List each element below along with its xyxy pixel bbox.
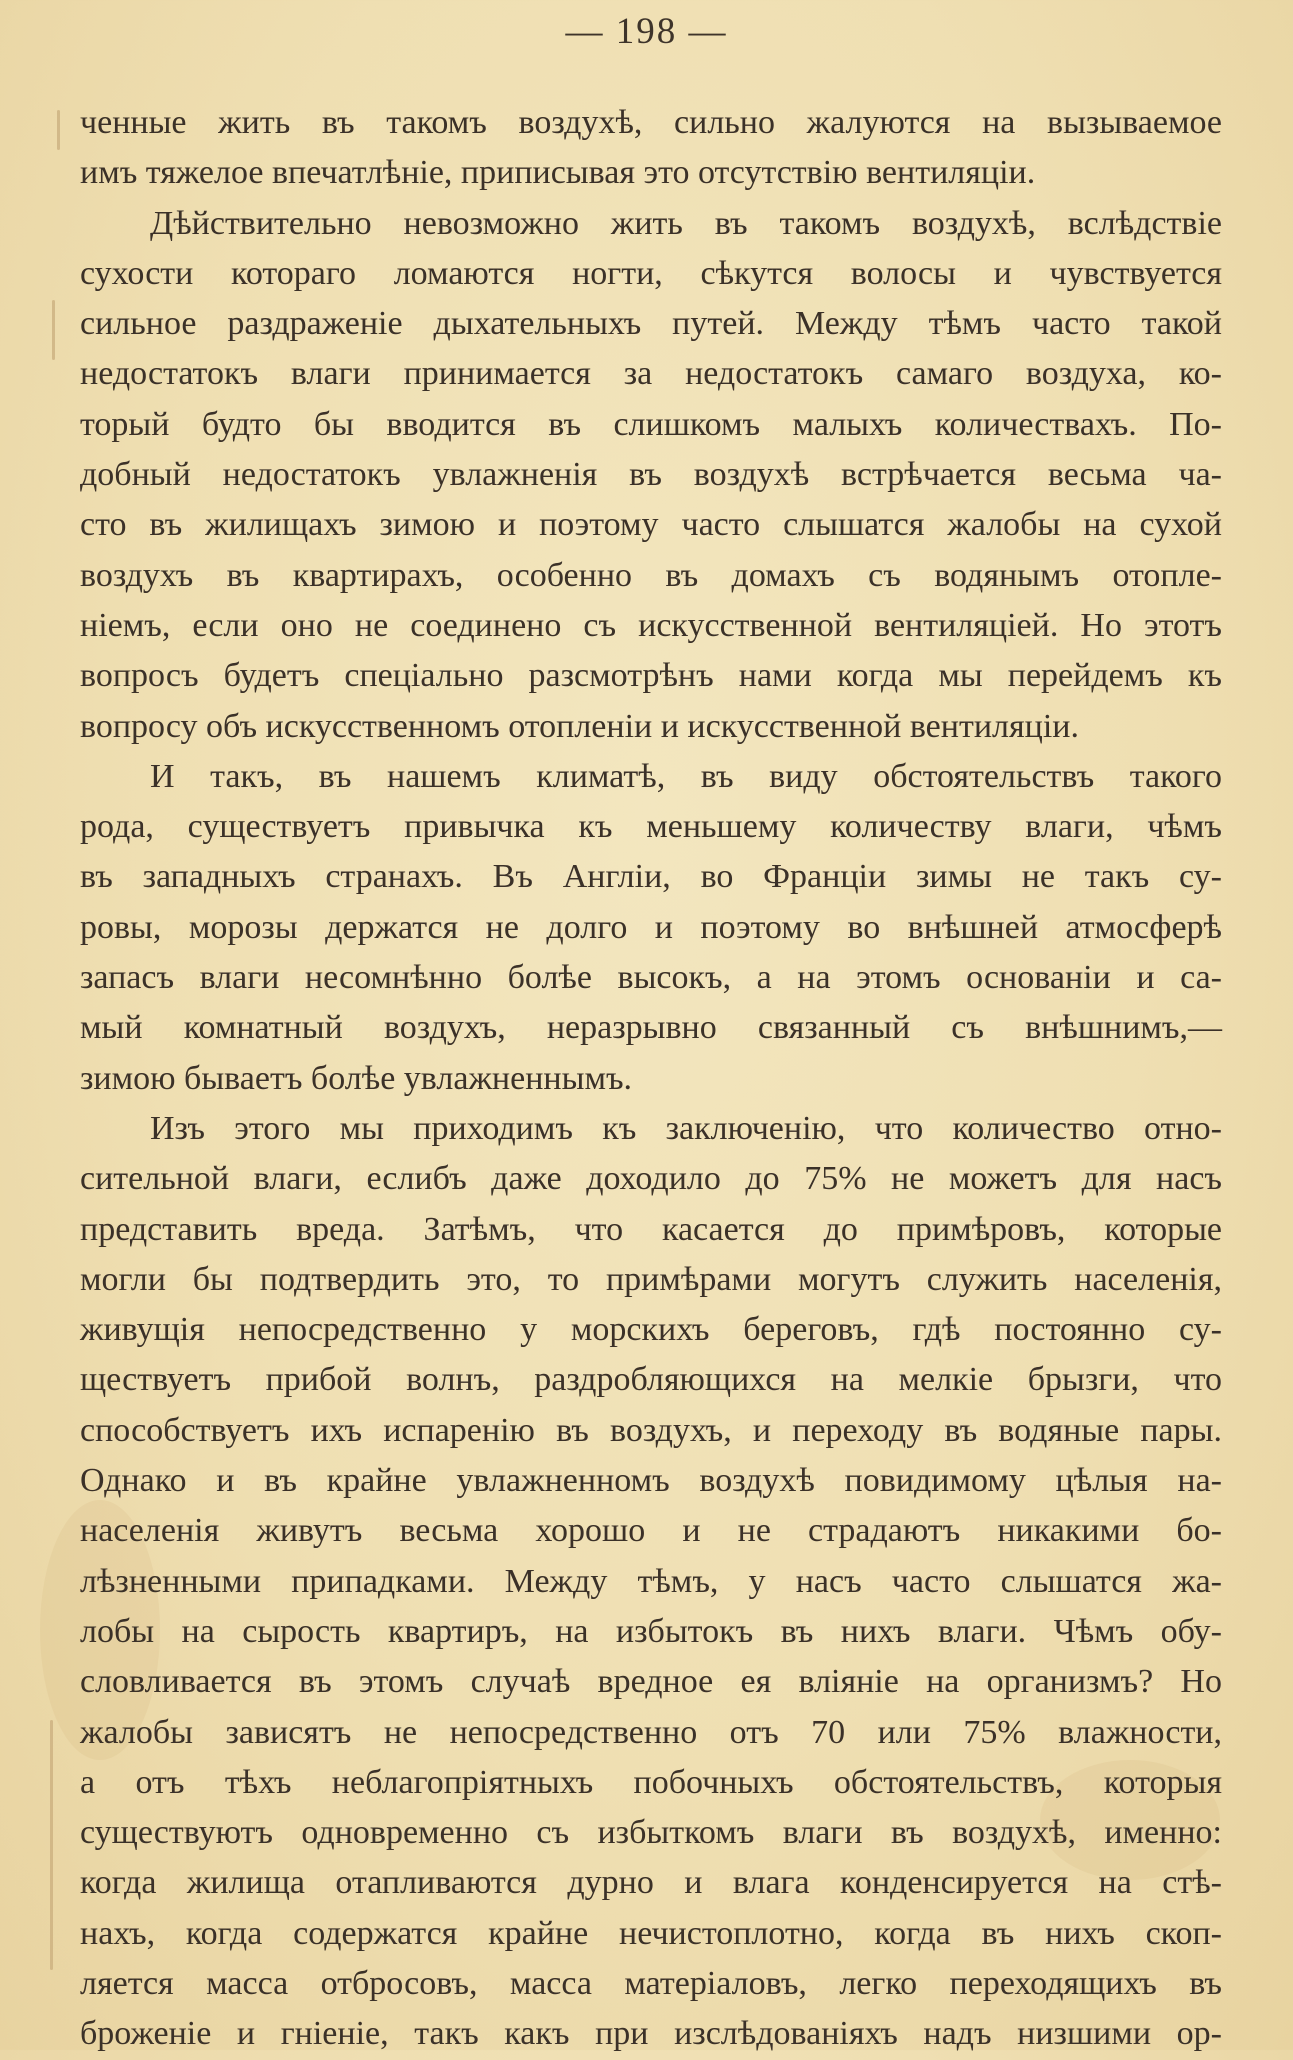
text-line: ществуетъ прибой волнъ, раздробляющихся на мелкіе брызги, что <box>80 1361 1222 1399</box>
text-line: броженіе и гніеніе, такъ какъ при изслѣдованіяхъ надъ низшими ор- <box>80 2015 1222 2053</box>
text-line: словливается въ этомъ случаѣ вредное ея вліяніе на организмъ? Но <box>80 1663 1222 1701</box>
text-line: а отъ тѣхъ неблагопріятныхъ побочныхъ обстоятельствъ, которыя <box>80 1763 1222 1801</box>
text-line: сто въ жилищахъ зимою и поэтому часто слышатся жалобы на сухой <box>80 506 1222 544</box>
text-line: жалобы зависятъ не непосредственно отъ 70 или 75% влажности, <box>80 1713 1222 1751</box>
page-number: — 198 — <box>565 11 728 52</box>
text-line: способствуетъ ихъ испаренію въ воздухъ, и переходу въ водяные пары. <box>80 1411 1222 1449</box>
text-line: ніемъ, если оно не соединено съ искусственной вентиляціей. Но этотъ <box>80 606 1222 644</box>
text-line: сильное раздраженіе дыхательныхъ путей. Между тѣмъ часто такой <box>80 305 1222 343</box>
text-line: зимою бываетъ болѣе увлажненнымъ. <box>80 1059 633 1097</box>
margin-pencil-mark <box>50 1720 53 1970</box>
text-line: существуютъ одновременно съ избыткомъ влаги въ воздухѣ, именно: <box>80 1814 1222 1852</box>
text-line: И такъ, въ нашемъ климатѣ, въ виду обстоятельствъ такого <box>150 757 1222 795</box>
text-line: нахъ, когда содержатся крайне нечистоплотно, когда въ нихъ скоп- <box>80 1914 1222 1952</box>
text-line: лобы на сырость квартиръ, на избытокъ въ нихъ влаги. Чѣмъ обу- <box>80 1612 1222 1650</box>
text-line: ченные жить въ такомъ воздухѣ, сильно жалуются на вызываемое <box>80 104 1222 141</box>
text-line: могли бы подтвердить это, то примѣрами могутъ служить населенія, <box>80 1260 1222 1298</box>
text-line: недостатокъ влаги принимается за недостатокъ самаго воздуха, ко- <box>80 355 1222 393</box>
text-line: ляется масса отбросовъ, масса матеріаловъ, легко переходящихъ въ <box>80 1964 1222 2002</box>
text-line: когда жилища отапливаются дурно и влага конденсируется на стѣ- <box>80 1864 1222 1902</box>
text-line: ровы, морозы держатся не долго и поэтому во внѣшней атмосферѣ <box>80 908 1222 946</box>
text-line: Дѣйствительно невозможно жить въ такомъ воздухѣ, вслѣдствіе <box>150 204 1222 242</box>
body-text <box>80 98 1222 2060</box>
text-line: въ западныхъ странахъ. Въ Англіи, во Франціи зимы не такъ су- <box>80 858 1222 896</box>
text-line: запасъ влаги несомнѣнно болѣе высокъ, а на этомъ основаніи и са- <box>80 959 1222 997</box>
text-line: добный недостатокъ увлажненія въ воздухѣ встрѣчается весьма ча- <box>80 456 1222 494</box>
text-line: имъ тяжелое впечатлѣніе, приписывая это отсутствію вентиляціи. <box>80 154 1036 192</box>
text-line: вопросу объ искусственномъ отопленіи и искусственной вентиляціи. <box>80 707 1079 745</box>
text-line: сухости котораго ломаются ногти, сѣкутся волосы и чувствуется <box>80 254 1222 292</box>
text-line: вопросъ будетъ спеціально разсмотрѣнъ нами когда мы перейдемъ къ <box>80 657 1222 695</box>
text-line: сительной влаги, еслибъ даже доходило до 75% не можетъ для насъ <box>80 1160 1222 1198</box>
text-line: населенія живутъ весьма хорошо и не страдаютъ никакими бо- <box>80 1512 1222 1550</box>
text-line: Изъ этого мы приходимъ къ заключенію, что количество отно- <box>150 1109 1222 1147</box>
text-line: рода, существуетъ привычка къ меньшему количеству влаги, чѣмъ <box>80 808 1222 846</box>
text-line: мый комнатный воздухъ, неразрывно связанный съ внѣшнимъ,— <box>80 1009 1222 1047</box>
text-line: лѣзненными припадками. Между тѣмъ, у насъ часто слышатся жа- <box>80 1562 1222 1600</box>
margin-pencil-mark <box>57 110 60 150</box>
text-line: представить вреда. Затѣмъ, что касается до примѣровъ, которые <box>80 1210 1222 1248</box>
margin-pencil-mark <box>52 300 55 360</box>
text-line: воздухъ въ квартирахъ, особенно въ домахъ съ водянымъ отопле- <box>80 556 1222 594</box>
text-line: живущія непосредственно у морскихъ береговъ, гдѣ постоянно су- <box>80 1311 1222 1349</box>
text-line: Однако и въ крайне увлажненномъ воздухѣ повидимому цѣлыя на- <box>80 1462 1222 1500</box>
text-line: торый будто бы вводится въ слишкомъ малыхъ количествахъ. По- <box>80 405 1222 443</box>
